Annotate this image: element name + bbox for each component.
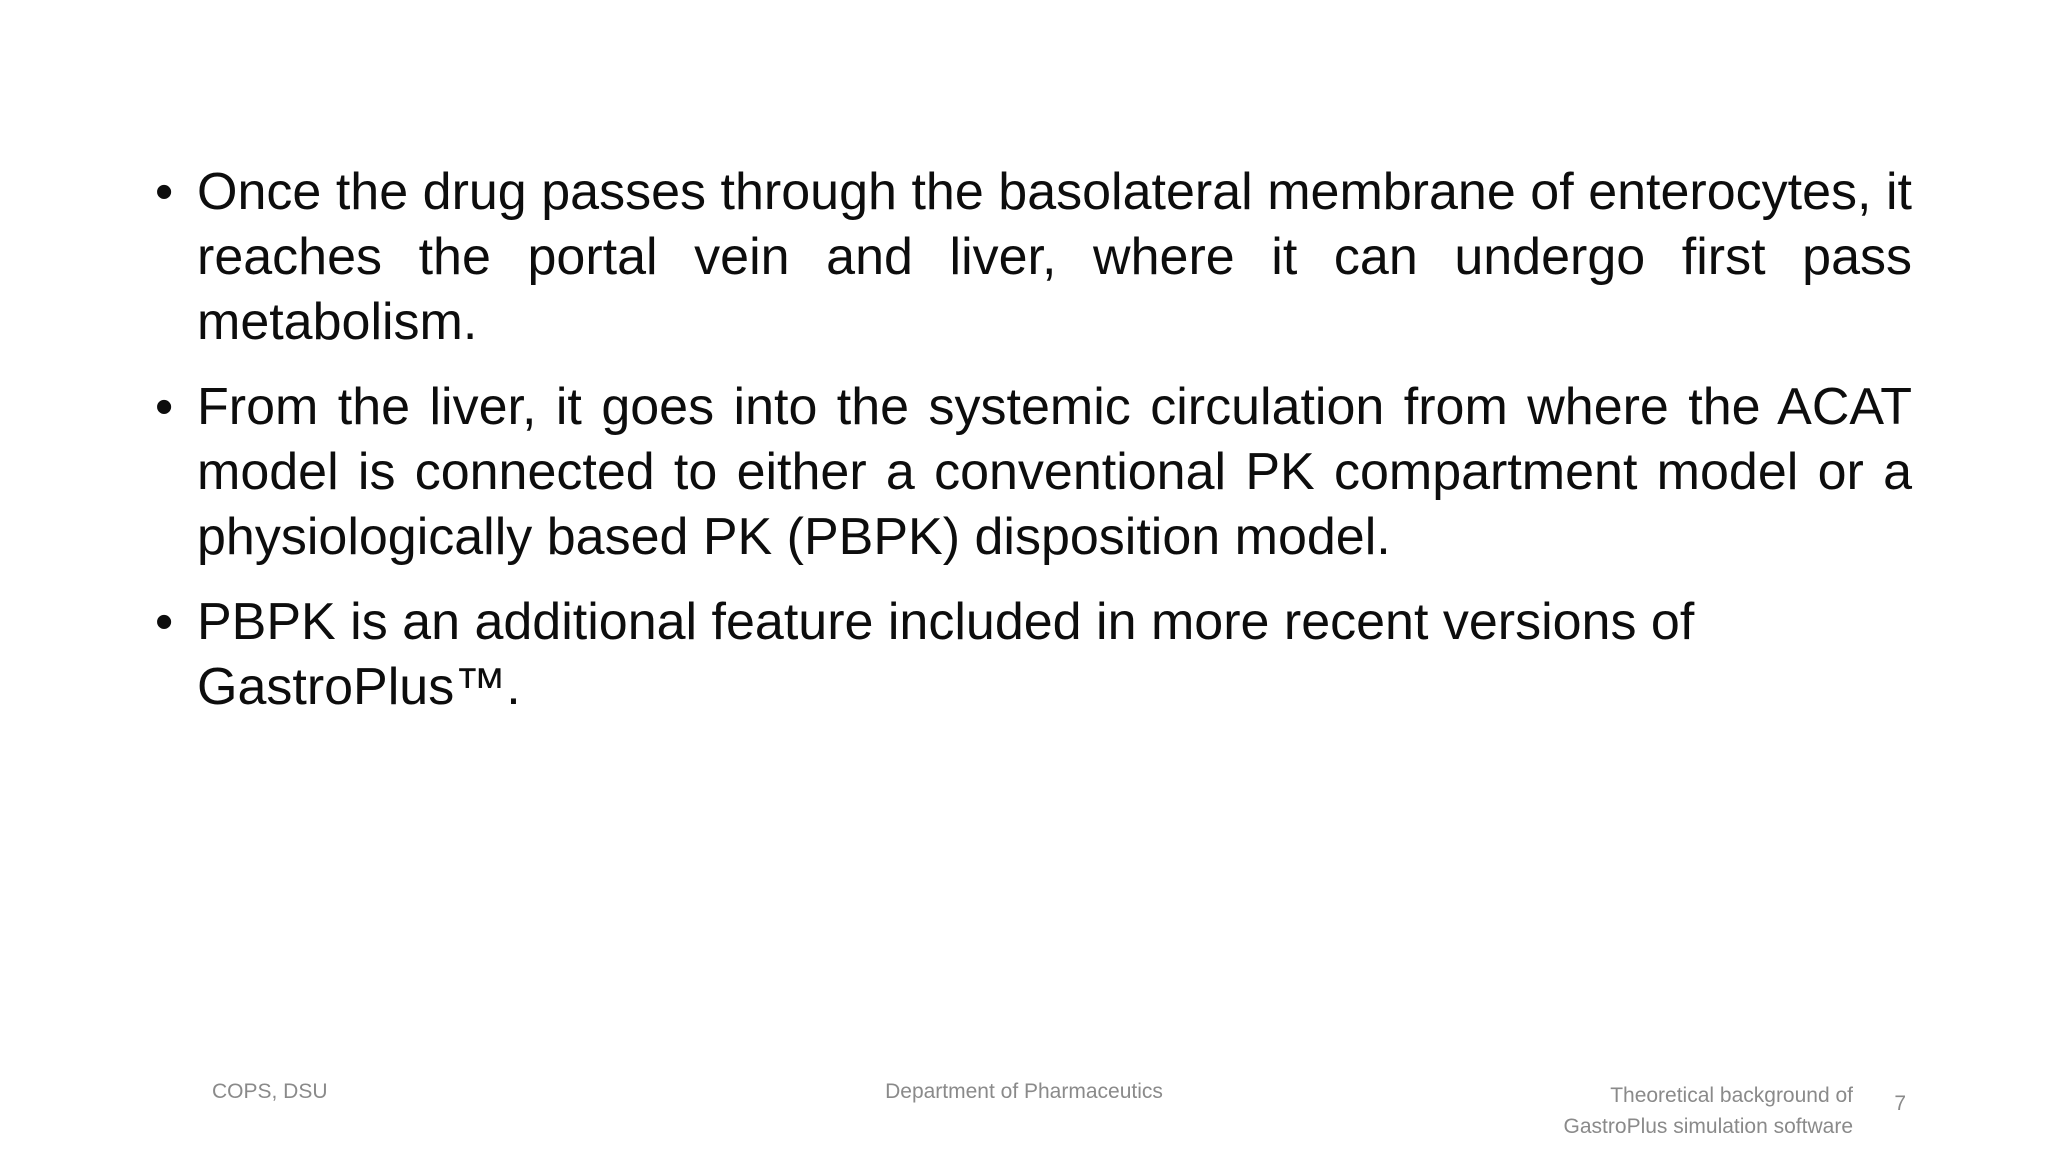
bullet-text: From the liver, it goes into the systemic circulation from where the ACAT model is connected to either a conventional PK compartment model or a physiologically based PK (PBPK) disposition model. xyxy=(197,378,1912,566)
footer-department: Department of Pharmaceutics xyxy=(885,1080,1163,1103)
bullet-item-systemic-circulation xyxy=(155,375,1912,570)
footer-title-line-1: Theoretical background of xyxy=(1610,1084,1853,1107)
bullet-item-first-pass xyxy=(155,160,1912,355)
footer-institution: COPS, DSU xyxy=(212,1080,328,1103)
bullet-item-pbpk xyxy=(155,590,1912,720)
bullet-text: Once the drug passes through the basolateral membrane of enterocytes, it reaches the portal vein and liver, where it can undergo first pass metabolism. xyxy=(197,163,1912,351)
bullet-dot-icon: • xyxy=(155,378,174,436)
footer-title-line-2: GastroPlus simulation software xyxy=(1563,1115,1853,1138)
bullet-list xyxy=(155,160,1912,720)
page-number: 7 xyxy=(1894,1092,1906,1115)
bullet-dot-icon: • xyxy=(155,593,174,651)
slide-content xyxy=(155,160,1912,740)
footer-presentation-title xyxy=(1564,1080,1853,1142)
bullet-text: PBPK is an additional feature included in more recent versions of GastroPlus™. xyxy=(197,593,1695,716)
bullet-dot-icon: • xyxy=(155,163,174,221)
